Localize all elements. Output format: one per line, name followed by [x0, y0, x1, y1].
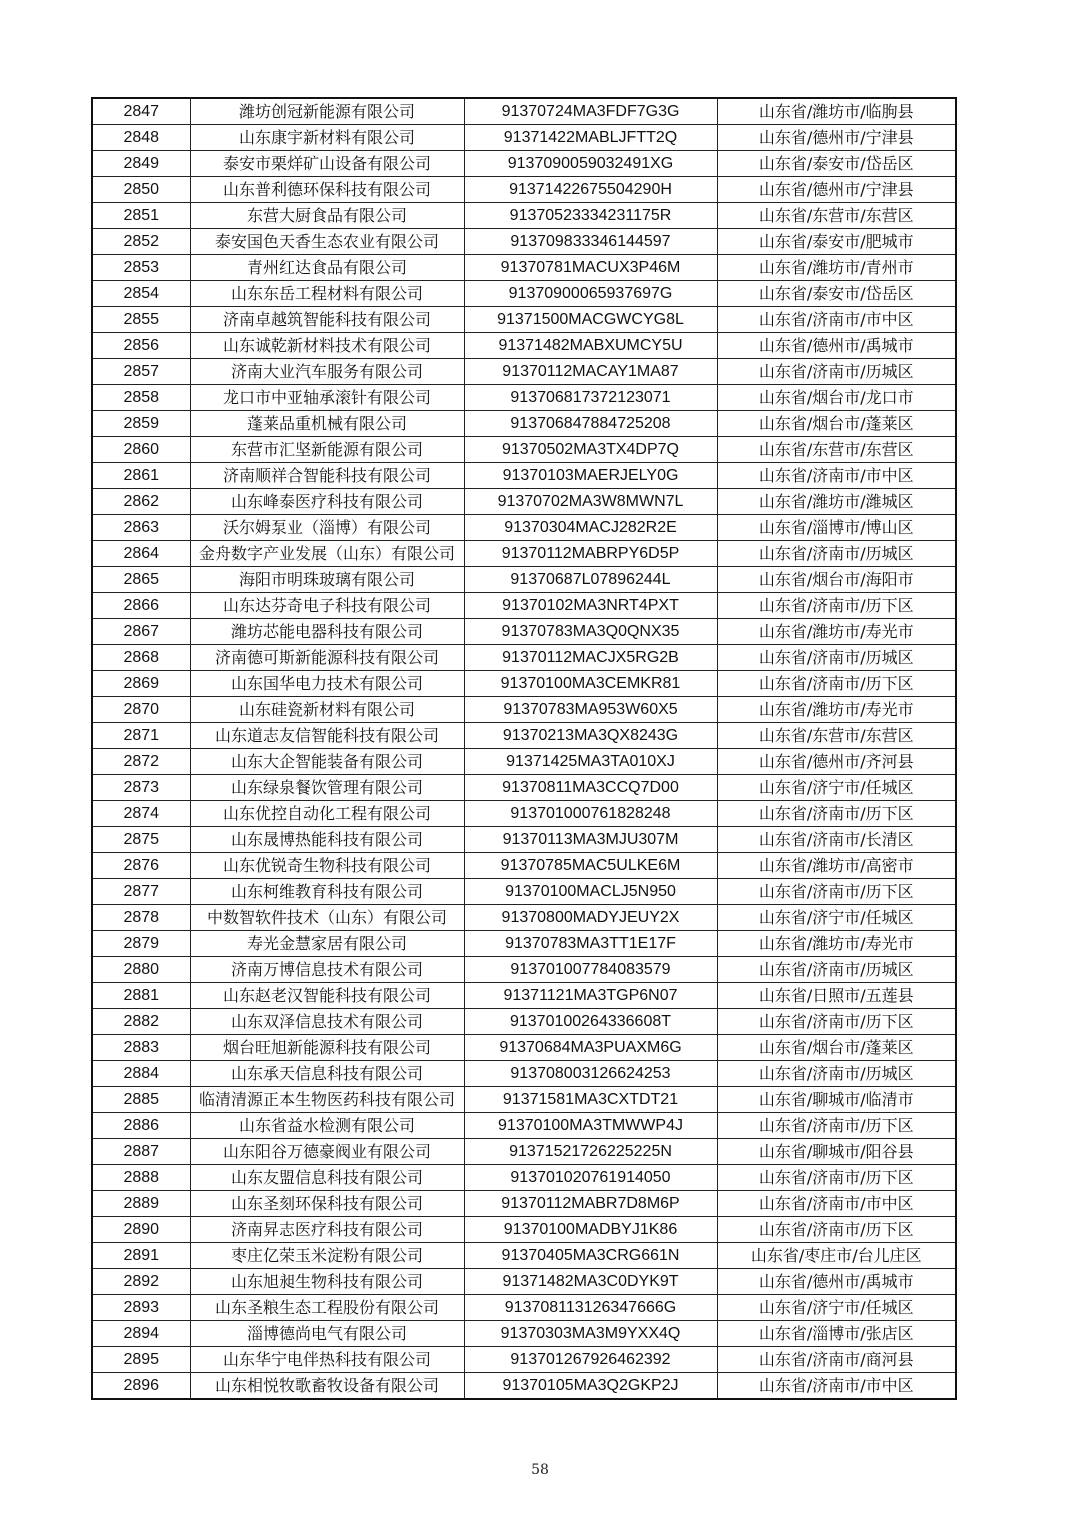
table-row	[92, 697, 956, 723]
company-name-cell: 淄博德尚电气有限公司	[190, 1321, 464, 1347]
region-cell: 山东省/济南市/历下区	[717, 1009, 956, 1035]
table-row	[92, 1243, 956, 1269]
table-row	[92, 125, 956, 151]
credit-code-cell: 91370502MA3TX4DP7Q	[464, 437, 717, 463]
credit-code-cell: 91370100MACLJ5N950	[464, 879, 717, 905]
row-number-cell: 2885	[92, 1087, 190, 1113]
region-cell: 山东省/德州市/宁津县	[717, 125, 956, 151]
table-row	[92, 567, 956, 593]
row-number-cell: 2859	[92, 411, 190, 437]
credit-code-cell: 91370303MA3M9YXX4Q	[464, 1321, 717, 1347]
region-cell: 山东省/聊城市/阳谷县	[717, 1139, 956, 1165]
credit-code-cell: 913701007784083579	[464, 957, 717, 983]
table-row	[92, 203, 956, 229]
row-number-cell: 2851	[92, 203, 190, 229]
credit-code-cell: 91370100MADBYJ1K86	[464, 1217, 717, 1243]
table-row	[92, 437, 956, 463]
row-number-cell: 2886	[92, 1113, 190, 1139]
company-name-cell: 山东友盟信息科技有限公司	[190, 1165, 464, 1191]
company-name-cell: 蓬莱品重机械有限公司	[190, 411, 464, 437]
credit-code-cell: 91370687L07896244L	[464, 567, 717, 593]
company-name-cell: 山东优锐奇生物科技有限公司	[190, 853, 464, 879]
table-row	[92, 255, 956, 281]
row-number-cell: 2892	[92, 1269, 190, 1295]
table-row	[92, 385, 956, 411]
company-name-cell: 山东华宁电伴热科技有限公司	[190, 1347, 464, 1373]
region-cell: 山东省/泰安市/岱岳区	[717, 281, 956, 307]
row-number-cell: 2891	[92, 1243, 190, 1269]
company-name-cell: 山东圣刻环保科技有限公司	[190, 1191, 464, 1217]
company-name-cell: 潍坊创冠新能源有限公司	[190, 98, 464, 125]
row-number-cell: 2866	[92, 593, 190, 619]
table-row	[92, 1347, 956, 1373]
region-cell: 山东省/德州市/禹城市	[717, 333, 956, 359]
credit-code-cell: 913708003126624253	[464, 1061, 717, 1087]
credit-code-cell: 91370702MA3W8MWN7L	[464, 489, 717, 515]
row-number-cell: 2884	[92, 1061, 190, 1087]
company-name-cell: 济南顺祥合智能科技有限公司	[190, 463, 464, 489]
company-name-cell: 海阳市明珠玻璃有限公司	[190, 567, 464, 593]
table-row	[92, 1087, 956, 1113]
table-row	[92, 749, 956, 775]
table-row	[92, 671, 956, 697]
region-cell: 山东省/烟台市/龙口市	[717, 385, 956, 411]
row-number-cell: 2872	[92, 749, 190, 775]
company-name-cell: 山东优控自动化工程有限公司	[190, 801, 464, 827]
table-row	[92, 905, 956, 931]
row-number-cell: 2848	[92, 125, 190, 151]
table-row	[92, 1295, 956, 1321]
company-name-cell: 济南大业汽车服务有限公司	[190, 359, 464, 385]
credit-code-cell: 91370684MA3PUAXM6G	[464, 1035, 717, 1061]
table-row	[92, 1191, 956, 1217]
company-name-cell: 沃尔姆泵业（淄博）有限公司	[190, 515, 464, 541]
company-name-cell: 烟台旺旭新能源科技有限公司	[190, 1035, 464, 1061]
row-number-cell: 2890	[92, 1217, 190, 1243]
row-number-cell: 2855	[92, 307, 190, 333]
credit-code-cell: 91370102MA3NRT4PXT	[464, 593, 717, 619]
credit-code-cell: 913709833346144597	[464, 229, 717, 255]
company-name-cell: 龙口市中亚轴承滚针有限公司	[190, 385, 464, 411]
company-name-cell: 济南万博信息技术有限公司	[190, 957, 464, 983]
row-number-cell: 2875	[92, 827, 190, 853]
row-number-cell: 2880	[92, 957, 190, 983]
credit-code-cell: 913701020761914050	[464, 1165, 717, 1191]
region-cell: 山东省/枣庄市/台儿庄区	[717, 1243, 956, 1269]
company-name-cell: 东营大厨食品有限公司	[190, 203, 464, 229]
region-cell: 山东省/济南市/历城区	[717, 359, 956, 385]
row-number-cell: 2857	[92, 359, 190, 385]
company-name-cell: 济南卓越筑智能科技有限公司	[190, 307, 464, 333]
credit-code-cell: 91371482MABXUMCY5U	[464, 333, 717, 359]
region-cell: 山东省/济宁市/任城区	[717, 1295, 956, 1321]
table-row	[92, 801, 956, 827]
company-name-cell: 山东道志友信智能科技有限公司	[190, 723, 464, 749]
row-number-cell: 2850	[92, 177, 190, 203]
region-cell: 山东省/济南市/市中区	[717, 1373, 956, 1400]
region-cell: 山东省/济南市/长清区	[717, 827, 956, 853]
company-list-table	[91, 97, 957, 1400]
credit-code-cell: 913706847884725208	[464, 411, 717, 437]
region-cell: 山东省/潍坊市/寿光市	[717, 931, 956, 957]
row-number-cell: 2864	[92, 541, 190, 567]
table-row	[92, 1061, 956, 1087]
table-row	[92, 1139, 956, 1165]
company-name-cell: 山东硅瓷新材料有限公司	[190, 697, 464, 723]
table-row	[92, 359, 956, 385]
row-number-cell: 2889	[92, 1191, 190, 1217]
region-cell: 山东省/淄博市/张店区	[717, 1321, 956, 1347]
row-number-cell: 2867	[92, 619, 190, 645]
region-cell: 山东省/济南市/历城区	[717, 541, 956, 567]
credit-code-cell: 91371521726225225N	[464, 1139, 717, 1165]
credit-code-cell: 91370103MAERJELY0G	[464, 463, 717, 489]
region-cell: 山东省/淄博市/博山区	[717, 515, 956, 541]
table-row	[92, 229, 956, 255]
region-cell: 山东省/日照市/五莲县	[717, 983, 956, 1009]
row-number-cell: 2852	[92, 229, 190, 255]
table-row	[92, 1373, 956, 1400]
region-cell: 山东省/济南市/历下区	[717, 879, 956, 905]
company-name-cell: 临清清源正本生物医药科技有限公司	[190, 1087, 464, 1113]
region-cell: 山东省/泰安市/肥城市	[717, 229, 956, 255]
row-number-cell: 2858	[92, 385, 190, 411]
row-number-cell: 2877	[92, 879, 190, 905]
credit-code-cell: 91370405MA3CRG661N	[464, 1243, 717, 1269]
credit-code-cell: 91371482MA3C0DYK9T	[464, 1269, 717, 1295]
company-name-cell: 山东旭昶生物科技有限公司	[190, 1269, 464, 1295]
company-name-cell: 济南昇志医疗科技有限公司	[190, 1217, 464, 1243]
company-name-cell: 寿光金慧家居有限公司	[190, 931, 464, 957]
company-name-cell: 山东相悦牧歌畜牧设备有限公司	[190, 1373, 464, 1400]
company-name-cell: 山东康宇新材料有限公司	[190, 125, 464, 151]
table-row	[92, 333, 956, 359]
company-name-cell: 潍坊芯能电器科技有限公司	[190, 619, 464, 645]
region-cell: 山东省/聊城市/临清市	[717, 1087, 956, 1113]
region-cell: 山东省/烟台市/海阳市	[717, 567, 956, 593]
table-row	[92, 645, 956, 671]
company-name-cell: 山东赵老汉智能科技有限公司	[190, 983, 464, 1009]
credit-code-cell: 91371422675504290H	[464, 177, 717, 203]
table-row	[92, 1165, 956, 1191]
row-number-cell: 2888	[92, 1165, 190, 1191]
region-cell: 山东省/济南市/历城区	[717, 645, 956, 671]
company-name-cell: 山东东岳工程材料有限公司	[190, 281, 464, 307]
company-name-cell: 山东大企智能装备有限公司	[190, 749, 464, 775]
row-number-cell: 2874	[92, 801, 190, 827]
company-name-cell: 枣庄亿荣玉米淀粉有限公司	[190, 1243, 464, 1269]
credit-code-cell: 91370724MA3FDF7G3G	[464, 98, 717, 125]
company-name-cell: 山东省益水检测有限公司	[190, 1113, 464, 1139]
credit-code-cell: 91370811MA3CCQ7D00	[464, 775, 717, 801]
table-body	[92, 98, 956, 1399]
row-number-cell: 2893	[92, 1295, 190, 1321]
row-number-cell: 2849	[92, 151, 190, 177]
table-row	[92, 879, 956, 905]
table-row	[92, 983, 956, 1009]
region-cell: 山东省/东营市/东营区	[717, 723, 956, 749]
table-row	[92, 827, 956, 853]
credit-code-cell: 91370523334231175R	[464, 203, 717, 229]
credit-code-cell: 91370113MA3MJU307M	[464, 827, 717, 853]
row-number-cell: 2862	[92, 489, 190, 515]
region-cell: 山东省/潍坊市/潍城区	[717, 489, 956, 515]
region-cell: 山东省/德州市/禹城市	[717, 1269, 956, 1295]
company-name-cell: 山东普利德环保科技有限公司	[190, 177, 464, 203]
page-number: 58	[531, 1462, 549, 1478]
company-name-cell: 山东阳谷万德豪阀业有限公司	[190, 1139, 464, 1165]
company-name-cell: 山东诚乾新材料技术有限公司	[190, 333, 464, 359]
credit-code-cell: 91370783MA3Q0QNX35	[464, 619, 717, 645]
region-cell: 山东省/济南市/市中区	[717, 463, 956, 489]
company-name-cell: 山东绿泉餐饮管理有限公司	[190, 775, 464, 801]
company-name-cell: 山东国华电力技术有限公司	[190, 671, 464, 697]
region-cell: 山东省/东营市/东营区	[717, 437, 956, 463]
credit-code-cell: 913708113126347666G	[464, 1295, 717, 1321]
row-number-cell: 2853	[92, 255, 190, 281]
region-cell: 山东省/潍坊市/寿光市	[717, 697, 956, 723]
region-cell: 山东省/济南市/历下区	[717, 593, 956, 619]
company-name-cell: 山东承天信息科技有限公司	[190, 1061, 464, 1087]
row-number-cell: 2883	[92, 1035, 190, 1061]
credit-code-cell: 91370213MA3QX8243G	[464, 723, 717, 749]
row-number-cell: 2894	[92, 1321, 190, 1347]
table-row	[92, 723, 956, 749]
row-number-cell: 2856	[92, 333, 190, 359]
table-row	[92, 619, 956, 645]
region-cell: 山东省/济南市/历下区	[717, 1217, 956, 1243]
company-name-cell: 山东晟博热能科技有限公司	[190, 827, 464, 853]
table-row	[92, 775, 956, 801]
region-cell: 山东省/德州市/齐河县	[717, 749, 956, 775]
table-row	[92, 177, 956, 203]
row-number-cell: 2860	[92, 437, 190, 463]
row-number-cell: 2870	[92, 697, 190, 723]
credit-code-cell: 913701000761828248	[464, 801, 717, 827]
credit-code-cell: 91370100MA3CEMKR81	[464, 671, 717, 697]
row-number-cell: 2881	[92, 983, 190, 1009]
company-name-cell: 东营市汇坚新能源有限公司	[190, 437, 464, 463]
table-row	[92, 151, 956, 177]
table-row	[92, 411, 956, 437]
company-name-cell: 青州红达食品有限公司	[190, 255, 464, 281]
row-number-cell: 2863	[92, 515, 190, 541]
company-name-cell: 山东达芬奇电子科技有限公司	[190, 593, 464, 619]
credit-code-cell: 91371581MA3CXTDT21	[464, 1087, 717, 1113]
region-cell: 山东省/德州市/宁津县	[717, 177, 956, 203]
credit-code-cell: 91370112MACJX5RG2B	[464, 645, 717, 671]
region-cell: 山东省/潍坊市/高密市	[717, 853, 956, 879]
table-row	[92, 489, 956, 515]
region-cell: 山东省/济南市/历下区	[717, 1113, 956, 1139]
table-row	[92, 1217, 956, 1243]
region-cell: 山东省/济南市/市中区	[717, 1191, 956, 1217]
table-row	[92, 931, 956, 957]
table-row	[92, 307, 956, 333]
table-row	[92, 281, 956, 307]
table-row	[92, 957, 956, 983]
table-row	[92, 1009, 956, 1035]
region-cell: 山东省/济宁市/任城区	[717, 905, 956, 931]
credit-code-cell: 91370800MADYJEUY2X	[464, 905, 717, 931]
region-cell: 山东省/烟台市/蓬莱区	[717, 411, 956, 437]
table-row	[92, 1113, 956, 1139]
table-row	[92, 541, 956, 567]
row-number-cell: 2887	[92, 1139, 190, 1165]
company-name-cell: 中数智软件技术（山东）有限公司	[190, 905, 464, 931]
table-row	[92, 98, 956, 125]
region-cell: 山东省/济南市/历城区	[717, 957, 956, 983]
row-number-cell: 2878	[92, 905, 190, 931]
company-name-cell: 泰安市栗烊矿山设备有限公司	[190, 151, 464, 177]
table-row	[92, 515, 956, 541]
credit-code-cell: 91371425MA3TA010XJ	[464, 749, 717, 775]
credit-code-cell: 91370783MA953W60X5	[464, 697, 717, 723]
credit-code-cell: 91370112MABR7D8M6P	[464, 1191, 717, 1217]
region-cell: 山东省/东营市/东营区	[717, 203, 956, 229]
credit-code-cell: 91371121MA3TGP6N07	[464, 983, 717, 1009]
row-number-cell: 2871	[92, 723, 190, 749]
region-cell: 山东省/济南市/历城区	[717, 1061, 956, 1087]
region-cell: 山东省/潍坊市/青州市	[717, 255, 956, 281]
credit-code-cell: 913706817372123071	[464, 385, 717, 411]
company-name-cell: 济南德可斯新能源科技有限公司	[190, 645, 464, 671]
company-name-cell: 山东柯维教育科技有限公司	[190, 879, 464, 905]
region-cell: 山东省/济宁市/任城区	[717, 775, 956, 801]
row-number-cell: 2882	[92, 1009, 190, 1035]
credit-code-cell: 91370105MA3Q2GKP2J	[464, 1373, 717, 1400]
table-row	[92, 1321, 956, 1347]
region-cell: 山东省/济南市/市中区	[717, 307, 956, 333]
row-number-cell: 2854	[92, 281, 190, 307]
row-number-cell: 2873	[92, 775, 190, 801]
table-row	[92, 1035, 956, 1061]
row-number-cell: 2879	[92, 931, 190, 957]
region-cell: 山东省/济南市/历下区	[717, 1165, 956, 1191]
table-row	[92, 853, 956, 879]
region-cell: 山东省/烟台市/蓬莱区	[717, 1035, 956, 1061]
row-number-cell: 2847	[92, 98, 190, 125]
region-cell: 山东省/济南市/商河县	[717, 1347, 956, 1373]
company-name-cell: 山东双泽信息技术有限公司	[190, 1009, 464, 1035]
row-number-cell: 2895	[92, 1347, 190, 1373]
credit-code-cell: 91370304MACJ282R2E	[464, 515, 717, 541]
company-name-cell: 金舟数字产业发展（山东）有限公司	[190, 541, 464, 567]
region-cell: 山东省/济南市/历下区	[717, 801, 956, 827]
credit-code-cell: 91370900065937697G	[464, 281, 717, 307]
credit-code-cell: 9137090059032491XG	[464, 151, 717, 177]
table-row	[92, 593, 956, 619]
credit-code-cell: 91371422MABLJFTT2Q	[464, 125, 717, 151]
credit-code-cell: 91370100MA3TMWWP4J	[464, 1113, 717, 1139]
row-number-cell: 2876	[92, 853, 190, 879]
row-number-cell: 2861	[92, 463, 190, 489]
company-name-cell: 泰安国色天香生态农业有限公司	[190, 229, 464, 255]
credit-code-cell: 91370112MABRPY6D5P	[464, 541, 717, 567]
credit-code-cell: 913701267926462392	[464, 1347, 717, 1373]
credit-code-cell: 91370785MAC5ULKE6M	[464, 853, 717, 879]
credit-code-cell: 91370112MACAY1MA87	[464, 359, 717, 385]
credit-code-cell: 91371500MACGWCYG8L	[464, 307, 717, 333]
company-name-cell: 山东圣粮生态工程股份有限公司	[190, 1295, 464, 1321]
region-cell: 山东省/潍坊市/临朐县	[717, 98, 956, 125]
region-cell: 山东省/济南市/历下区	[717, 671, 956, 697]
row-number-cell: 2869	[92, 671, 190, 697]
row-number-cell: 2896	[92, 1373, 190, 1400]
row-number-cell: 2865	[92, 567, 190, 593]
region-cell: 山东省/泰安市/岱岳区	[717, 151, 956, 177]
table-row	[92, 463, 956, 489]
credit-code-cell: 91370783MA3TT1E17F	[464, 931, 717, 957]
company-name-cell: 山东峰泰医疗科技有限公司	[190, 489, 464, 515]
region-cell: 山东省/潍坊市/寿光市	[717, 619, 956, 645]
table-row	[92, 1269, 956, 1295]
row-number-cell: 2868	[92, 645, 190, 671]
credit-code-cell: 91370100264336608T	[464, 1009, 717, 1035]
credit-code-cell: 91370781MACUX3P46M	[464, 255, 717, 281]
